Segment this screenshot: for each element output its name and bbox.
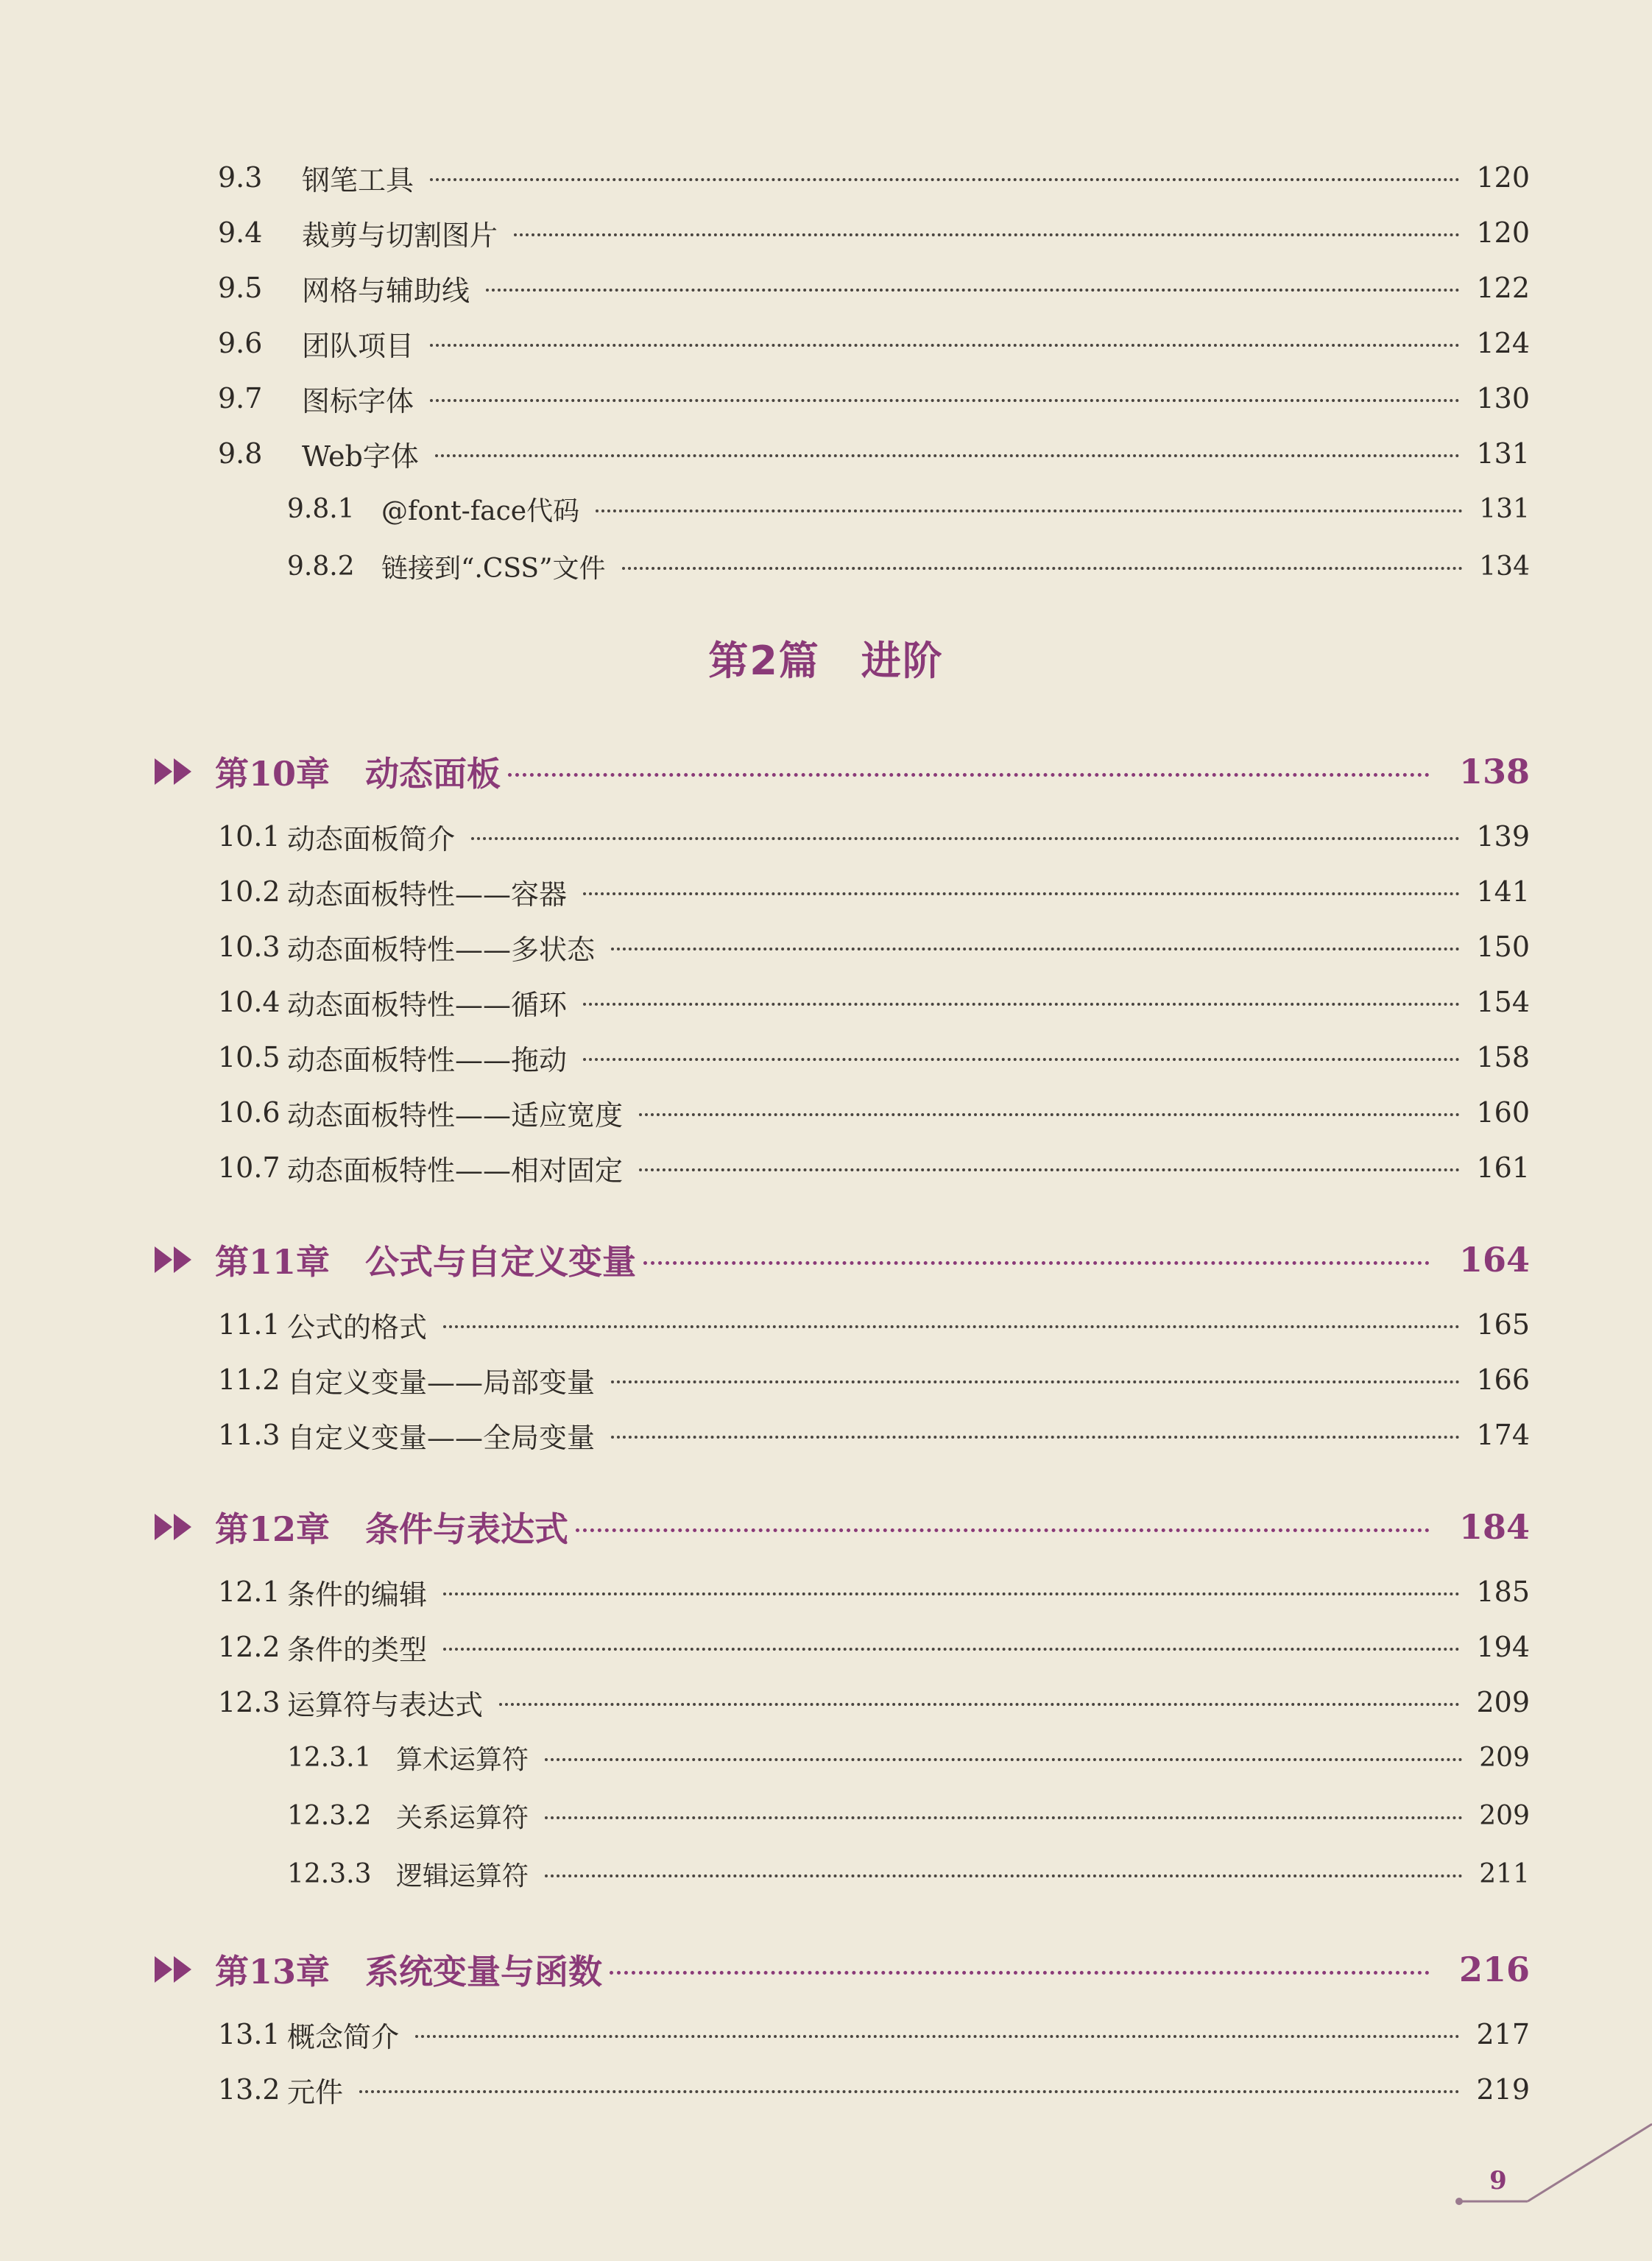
chapter-title: 系统变量与函数 bbox=[365, 1952, 603, 1992]
page-ref: 124 bbox=[1476, 327, 1530, 359]
section-title: 动态面板特性——容器 bbox=[287, 878, 568, 911]
section-title: 团队项目 bbox=[302, 329, 414, 362]
section-title: 裁剪与切割图片 bbox=[302, 219, 498, 252]
chapter-label: 第10章 bbox=[215, 754, 331, 794]
section-number: 12.1 bbox=[218, 1576, 280, 1608]
page-ref: 194 bbox=[1476, 1631, 1530, 1663]
page-ref: 211 bbox=[1479, 1858, 1530, 1889]
subsection-title: @font-face代码 bbox=[381, 495, 580, 526]
section-title: 动态面板特性——循环 bbox=[287, 988, 568, 1021]
section-title: 元件 bbox=[287, 2075, 344, 2109]
section-title: 动态面板特性——适应宽度 bbox=[287, 1098, 624, 1132]
chapter-page: 216 bbox=[1458, 1950, 1530, 1989]
section-title: 图标字体 bbox=[302, 384, 414, 417]
page-ref: 134 bbox=[1479, 551, 1530, 582]
section-number: 11.2 bbox=[218, 1364, 280, 1396]
subsection-number: 12.3.2 bbox=[287, 1800, 372, 1831]
chapter-page: 138 bbox=[1458, 752, 1530, 791]
section-title: 动态面板特性——多状态 bbox=[287, 933, 596, 966]
section-number: 10.2 bbox=[218, 875, 280, 908]
section-number: 11.3 bbox=[218, 1419, 280, 1451]
section-number: 10.1 bbox=[218, 820, 280, 853]
page-ref: 160 bbox=[1476, 1096, 1530, 1129]
subsection-number: 9.8.2 bbox=[287, 551, 355, 582]
subsection-title: 链接到“.CSS”文件 bbox=[381, 553, 606, 584]
page-number: 9 bbox=[1489, 2166, 1507, 2195]
page-ref: 209 bbox=[1476, 1686, 1530, 1718]
page-ref: 158 bbox=[1476, 1041, 1530, 1073]
section-title: Web字体 bbox=[302, 440, 419, 473]
section-title: 动态面板特性——相对固定 bbox=[287, 1154, 624, 1187]
page-ref: 131 bbox=[1479, 493, 1530, 524]
section-number: 9.4 bbox=[218, 216, 263, 249]
page-ref: 219 bbox=[1476, 2073, 1530, 2106]
page-ref: 161 bbox=[1476, 1151, 1530, 1184]
section-number: 10.7 bbox=[218, 1151, 280, 1184]
chapter-page: 184 bbox=[1458, 1507, 1530, 1547]
section-number: 12.3 bbox=[218, 1686, 280, 1718]
section-title: 概念简介 bbox=[287, 2020, 400, 2053]
section-number: 9.5 bbox=[218, 272, 263, 304]
section-title: 自定义变量——全局变量 bbox=[287, 1421, 596, 1454]
chapter-label: 第11章 bbox=[215, 1242, 331, 1282]
section-number: 10.5 bbox=[218, 1041, 280, 1073]
page-ref: 130 bbox=[1476, 382, 1530, 415]
page-ref: 166 bbox=[1476, 1364, 1530, 1396]
chapter-title: 条件与表达式 bbox=[365, 1509, 569, 1549]
subsection-number: 12.3.3 bbox=[287, 1858, 372, 1889]
section-number: 9.6 bbox=[218, 327, 263, 359]
section-title: 条件的编辑 bbox=[287, 1578, 428, 1611]
part-label: 第2篇 bbox=[708, 638, 820, 684]
page-ref: 209 bbox=[1479, 1800, 1530, 1831]
chapter-label: 第13章 bbox=[215, 1952, 331, 1992]
section-title: 公式的格式 bbox=[287, 1311, 428, 1344]
page-ref: 185 bbox=[1476, 1576, 1530, 1608]
section-title: 条件的类型 bbox=[287, 1633, 428, 1666]
page-ref: 165 bbox=[1476, 1308, 1530, 1341]
subsection-title: 算术运算符 bbox=[396, 1744, 529, 1775]
section-number: 13.1 bbox=[218, 2018, 280, 2050]
page-ref: 120 bbox=[1476, 216, 1530, 249]
subsection-title: 逻辑运算符 bbox=[396, 1860, 529, 1891]
page-ref: 154 bbox=[1476, 986, 1530, 1018]
section-title: 钢笔工具 bbox=[302, 163, 414, 197]
subsection-title: 关系运算符 bbox=[396, 1802, 529, 1833]
page-ref: 150 bbox=[1476, 931, 1530, 963]
section-number: 10.6 bbox=[218, 1096, 280, 1129]
section-number: 12.2 bbox=[218, 1631, 280, 1663]
page-ref: 217 bbox=[1476, 2018, 1530, 2050]
section-number: 10.4 bbox=[218, 986, 280, 1018]
page-ref: 120 bbox=[1476, 161, 1530, 194]
part-title: 进阶 bbox=[861, 638, 944, 684]
chapter-title: 公式与自定义变量 bbox=[365, 1242, 637, 1282]
section-number: 9.7 bbox=[218, 382, 263, 415]
section-title: 动态面板简介 bbox=[287, 822, 456, 856]
section-number: 9.3 bbox=[218, 161, 263, 194]
page-ref: 131 bbox=[1476, 437, 1530, 470]
chapter-label: 第12章 bbox=[215, 1509, 331, 1549]
section-number: 9.8 bbox=[218, 437, 263, 470]
chapter-page: 164 bbox=[1458, 1240, 1530, 1280]
section-number: 11.1 bbox=[218, 1308, 280, 1341]
section-title: 动态面板特性——拖动 bbox=[287, 1043, 568, 1076]
chapter-title: 动态面板 bbox=[365, 754, 501, 794]
section-title: 自定义变量——局部变量 bbox=[287, 1366, 596, 1399]
section-number: 13.2 bbox=[218, 2073, 280, 2106]
subsection-number: 12.3.1 bbox=[287, 1742, 372, 1773]
subsection-number: 9.8.1 bbox=[287, 493, 355, 524]
section-title: 运算符与表达式 bbox=[287, 1688, 484, 1721]
section-number: 10.3 bbox=[218, 931, 280, 963]
page-ref: 141 bbox=[1476, 875, 1530, 908]
page-ref: 174 bbox=[1476, 1419, 1530, 1451]
page-ref: 209 bbox=[1479, 1742, 1530, 1773]
page-ref: 122 bbox=[1476, 272, 1530, 304]
page-ref: 139 bbox=[1476, 820, 1530, 853]
section-title: 网格与辅助线 bbox=[302, 274, 470, 307]
